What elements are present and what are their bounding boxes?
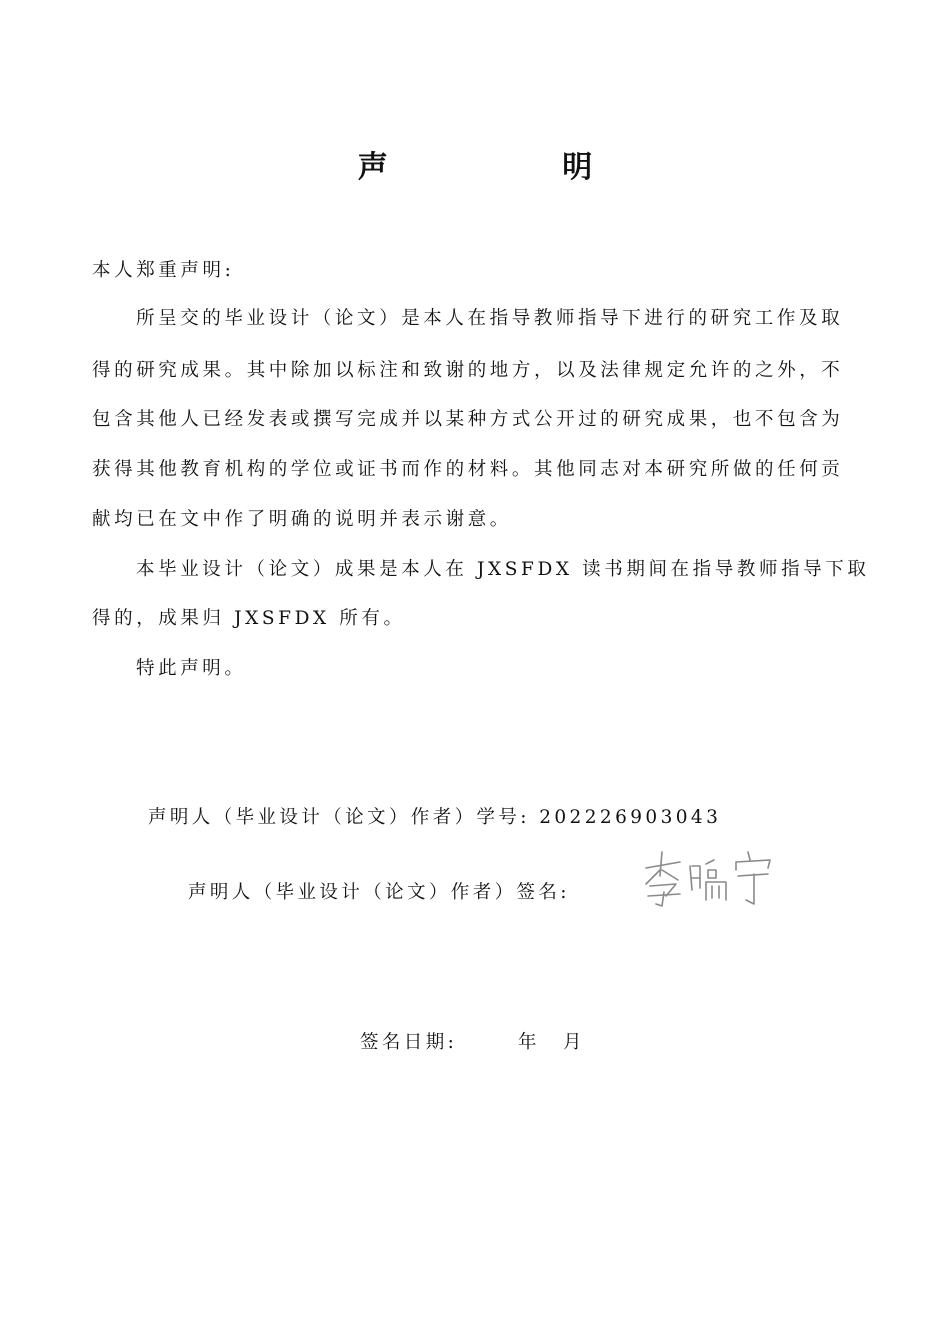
student-id-line: 声明人（毕业设计（论文）作者）学号: 202226903043 [148, 807, 722, 828]
handwritten-signature [640, 846, 780, 910]
paragraph1-line: 所呈交的毕业设计（论文）是本人在指导教师指导下进行的研究工作及取 [136, 308, 844, 329]
paragraph2-line: 得的，成果归 JXSFDX 所有。 [92, 608, 406, 629]
paragraph2-line: 本毕业设计（论文）成果是本人在 JXSFDX 读书期间在指导教师指导下取 [136, 559, 870, 580]
year-label: 年 [518, 1032, 540, 1053]
paragraph1-line: 献均已在文中作了明确的说明并表示谢意。 [92, 509, 512, 530]
closing-text: 特此声明。 [136, 658, 247, 679]
paragraph1-line: 得的研究成果。其中除加以标注和致谢的地方，以及法律规定允许的之外，不 [92, 360, 844, 381]
page-title: 声 明 [357, 150, 675, 185]
month-label: 月 [563, 1032, 585, 1053]
signature-label: 声明人（毕业设计（论文）作者）签名: [188, 882, 570, 903]
intro-text: 本人郑重声明: [92, 260, 235, 281]
paragraph1-line: 包含其他人已经发表或撰写完成并以某种方式公开过的研究成果，也不包含为 [92, 409, 844, 430]
date-label: 签名日期: [360, 1032, 458, 1053]
paragraph1-line: 获得其他教育机构的学位或证书而作的材料。其他同志对本研究所做的任何贡 [92, 459, 844, 480]
